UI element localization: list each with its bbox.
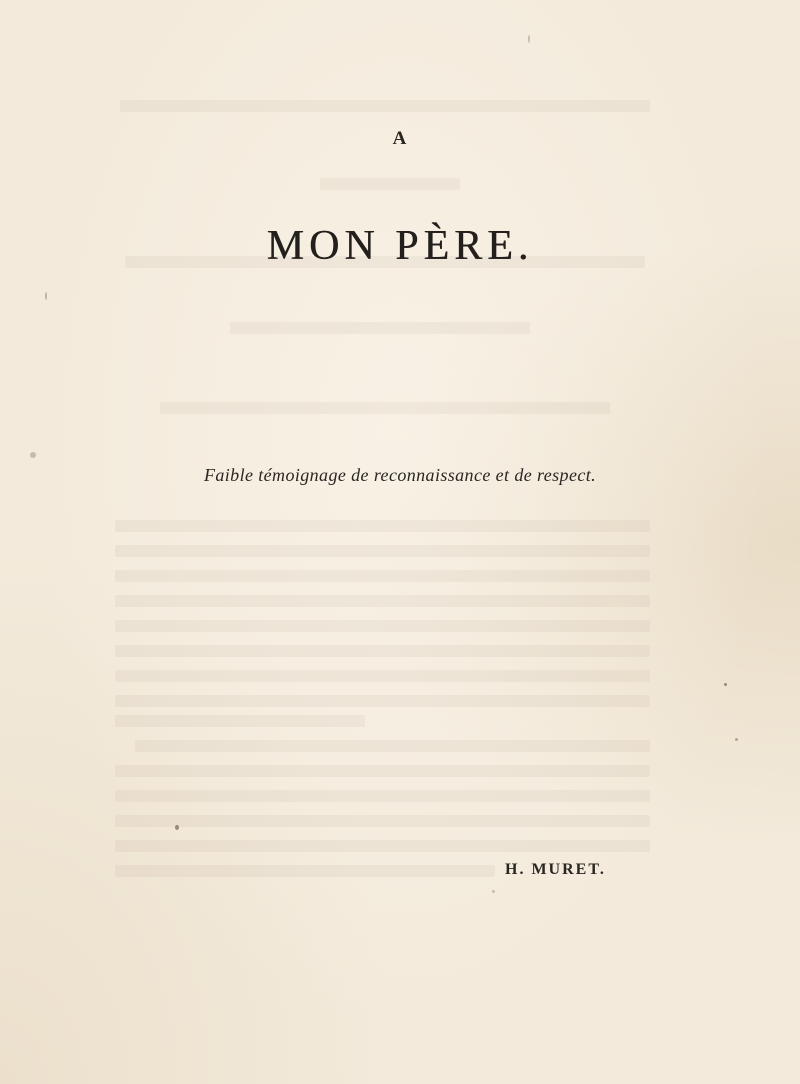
signature: H. MURET.: [505, 861, 606, 878]
show-through-line: [115, 620, 650, 632]
show-through-line: [120, 100, 650, 112]
show-through-line: [320, 178, 460, 190]
show-through-line: [115, 865, 495, 877]
show-through-line: [160, 402, 610, 414]
show-through-line: [115, 645, 650, 657]
show-through-line: [115, 570, 650, 582]
show-through-line: [115, 815, 650, 827]
show-through-line: [115, 790, 650, 802]
paper-speck: [45, 292, 47, 300]
paper-speck: [735, 738, 738, 741]
show-through-line: [115, 765, 650, 777]
show-through-line: [115, 545, 650, 557]
paper-speck: [724, 683, 727, 686]
show-through-line: [115, 840, 650, 852]
show-through-line: [230, 322, 530, 334]
show-through-line: [115, 595, 650, 607]
paper-speck: [528, 35, 530, 43]
show-through-line: [115, 520, 650, 532]
paper-speck: [492, 890, 495, 893]
dedication-text: Faible témoignage de reconnaissance et de respect.: [203, 465, 597, 485]
dedication-preposition: A: [392, 128, 408, 149]
show-through-line: [115, 695, 650, 707]
show-through-line: [115, 715, 365, 727]
dedication-title: MON PÈRE.: [266, 223, 534, 269]
show-through-line: [135, 740, 650, 752]
paper-speck: [175, 825, 179, 830]
show-through-line: [115, 670, 650, 682]
paper-speck: [30, 452, 36, 458]
